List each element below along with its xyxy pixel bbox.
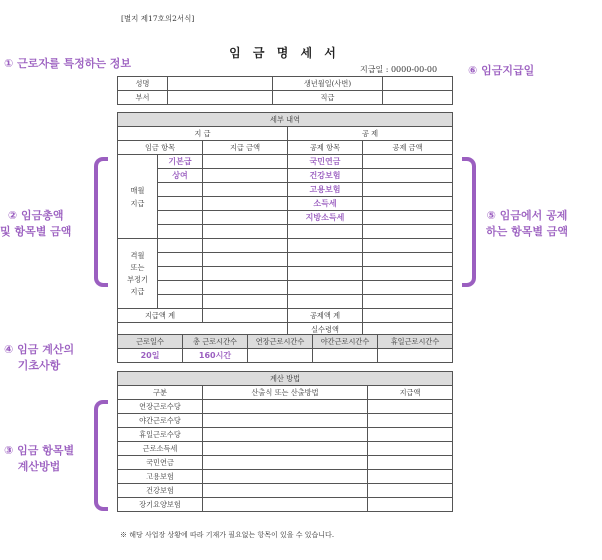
deduct-item-cell[interactable]	[288, 295, 363, 309]
details-header: 세부 내역	[118, 113, 453, 127]
pay-amount-cell[interactable]	[203, 197, 288, 211]
calc-header: 계산 방법	[118, 372, 453, 386]
pay-amount-cell[interactable]	[203, 225, 288, 239]
work-days-header: 근로일수	[118, 335, 183, 349]
calc-category-column: 구분	[118, 386, 203, 400]
work-days-value[interactable]: 20일	[118, 349, 183, 363]
callout-worker-info: ① 근로자를 특정하는 정보	[4, 57, 132, 70]
calc-amount-cell[interactable]	[368, 484, 453, 498]
deduct-item-cell[interactable]	[288, 239, 363, 253]
calc-row-label: 야간근로수당	[118, 414, 203, 428]
overtime-hours-value[interactable]	[248, 349, 313, 363]
deduct-amount-cell[interactable]	[363, 155, 453, 169]
work-basics-table	[117, 334, 453, 363]
pay-amount-cell[interactable]	[203, 295, 288, 309]
deduct-amount-cell[interactable]	[363, 197, 453, 211]
payday: 지급일 : 0000-00-00	[360, 65, 438, 74]
deduct-amount-cell[interactable]	[363, 183, 453, 197]
holiday-hours-header: 휴일근로시간수	[378, 335, 453, 349]
callout-payday: ⑥ 임금지급일	[468, 64, 535, 77]
deduction-header: 공 제	[288, 127, 453, 141]
pay-header: 지 급	[118, 127, 288, 141]
pay-amount-column: 지급 금액	[203, 141, 288, 155]
deduct-total-value[interactable]	[363, 309, 453, 323]
pay-amount-cell[interactable]	[203, 169, 288, 183]
calc-formula-cell[interactable]	[203, 414, 368, 428]
deduct-amount-column: 공제 금액	[363, 141, 453, 155]
overtime-hours-header: 연장근로시간수	[248, 335, 313, 349]
calc-formula-cell[interactable]	[203, 498, 368, 512]
pay-item-cell[interactable]	[158, 253, 203, 267]
details-table	[117, 112, 453, 337]
name-value[interactable]	[168, 77, 273, 91]
deduct-item-local-tax: 지방소득세	[288, 211, 363, 225]
birth-label: 생년월일(사번)	[273, 77, 383, 91]
calc-amount-cell[interactable]	[368, 498, 453, 512]
pay-total-label: 지급액 계	[118, 309, 203, 323]
form-title: 임 금 명 세 서	[229, 46, 340, 60]
irregular-group-label: 격월 또는 부정기 지급	[118, 239, 158, 309]
deduct-amount-cell[interactable]	[363, 211, 453, 225]
callout-pay-total: ② 임금총액 및 항목별 금액	[0, 209, 72, 238]
deduct-item-cell[interactable]	[288, 253, 363, 267]
deduct-amount-cell[interactable]	[363, 239, 453, 253]
night-hours-value[interactable]	[313, 349, 378, 363]
calc-amount-cell[interactable]	[368, 428, 453, 442]
callout-calc-method: ③ 임금 항목별 계산방법	[4, 444, 75, 473]
pay-item-cell[interactable]	[158, 225, 203, 239]
identity-table	[117, 76, 453, 105]
pay-amount-cell[interactable]	[203, 281, 288, 295]
calc-formula-cell[interactable]	[203, 442, 368, 456]
pay-item-cell[interactable]	[158, 211, 203, 225]
calc-amount-cell[interactable]	[368, 414, 453, 428]
deduct-amount-cell[interactable]	[363, 295, 453, 309]
net-pay-label: 실수령액	[288, 323, 363, 337]
position-label: 직급	[273, 91, 383, 105]
deduct-item-cell[interactable]	[288, 267, 363, 281]
pay-item-cell[interactable]	[158, 267, 203, 281]
deduct-amount-cell[interactable]	[363, 267, 453, 281]
deduct-item-cell[interactable]	[288, 281, 363, 295]
footnote: ※ 해당 사업장 상황에 따라 기재가 필요없는 항목이 있을 수 있습니다.	[120, 531, 335, 539]
name-label: 성명	[118, 77, 168, 91]
pay-item-cell[interactable]	[158, 183, 203, 197]
calc-row-label: 휴일근로수당	[118, 428, 203, 442]
pay-amount-cell[interactable]	[203, 267, 288, 281]
birth-value[interactable]	[383, 77, 453, 91]
calc-row-label: 연장근로수당	[118, 400, 203, 414]
calc-row-label: 국민연금	[118, 456, 203, 470]
dept-label: 부서	[118, 91, 168, 105]
total-hours-value[interactable]: 160시간	[183, 349, 248, 363]
deduct-amount-cell[interactable]	[363, 169, 453, 183]
calc-row-label: 건강보험	[118, 484, 203, 498]
deduct-amount-cell[interactable]	[363, 281, 453, 295]
pay-amount-cell[interactable]	[203, 253, 288, 267]
pay-item-basic: 기본급	[158, 155, 203, 169]
calc-row-label: 고용보험	[118, 470, 203, 484]
dept-value[interactable]	[168, 91, 273, 105]
calc-amount-cell[interactable]	[368, 442, 453, 456]
deduct-item-employment: 고용보험	[288, 183, 363, 197]
deduct-item-column: 공제 항목	[288, 141, 363, 155]
pay-item-cell[interactable]	[158, 239, 203, 253]
calc-formula-column: 산출식 또는 산출방법	[203, 386, 368, 400]
left-brace-calc	[94, 400, 108, 511]
night-hours-header: 야간근로시간수	[313, 335, 378, 349]
calc-row-label: 장기요양보험	[118, 498, 203, 512]
pay-amount-cell[interactable]	[203, 183, 288, 197]
calc-amount-column: 지급액	[368, 386, 453, 400]
deduct-item-income-tax: 소득세	[288, 197, 363, 211]
deduct-item-health: 건강보험	[288, 169, 363, 183]
callout-deduction: ⑤ 임금에서 공제 하는 항목별 금액	[486, 209, 569, 238]
right-brace-deduction	[462, 157, 476, 287]
calc-formula-cell[interactable]	[203, 456, 368, 470]
pay-item-column: 임금 항목	[118, 141, 203, 155]
deduct-amount-cell[interactable]	[363, 225, 453, 239]
pay-amount-cell[interactable]	[203, 211, 288, 225]
table-row	[118, 91, 453, 105]
calc-amount-cell[interactable]	[368, 400, 453, 414]
deduct-total-label: 공제액 계	[288, 309, 363, 323]
calc-amount-cell[interactable]	[368, 470, 453, 484]
calc-amount-cell[interactable]	[368, 456, 453, 470]
pay-total-value[interactable]	[203, 309, 288, 323]
table-row	[118, 77, 453, 91]
total-hours-header: 총 근로시간수	[183, 335, 248, 349]
calc-formula-cell[interactable]	[203, 400, 368, 414]
calc-row-label: 근로소득세	[118, 442, 203, 456]
pay-item-cell[interactable]	[158, 295, 203, 309]
callout-calc-basics: ④ 임금 계산의 기초사항	[4, 343, 75, 372]
calc-method-table	[117, 371, 453, 512]
deduct-amount-cell[interactable]	[363, 253, 453, 267]
monthly-group-label: 매월 지급	[118, 155, 158, 239]
pay-item-bonus: 상여	[158, 169, 203, 183]
position-value[interactable]	[383, 91, 453, 105]
deduct-item-cell[interactable]	[288, 225, 363, 239]
left-brace-pay	[94, 157, 108, 287]
calc-formula-cell[interactable]	[203, 428, 368, 442]
pay-item-cell[interactable]	[158, 197, 203, 211]
calc-formula-cell[interactable]	[203, 470, 368, 484]
pay-amount-cell[interactable]	[203, 239, 288, 253]
form-number: [별지 제17호의2서식]	[121, 14, 195, 23]
pay-amount-cell[interactable]	[203, 155, 288, 169]
pay-item-cell[interactable]	[158, 281, 203, 295]
holiday-hours-value[interactable]	[378, 349, 453, 363]
calc-formula-cell[interactable]	[203, 484, 368, 498]
deduct-item-pension: 국민연금	[288, 155, 363, 169]
